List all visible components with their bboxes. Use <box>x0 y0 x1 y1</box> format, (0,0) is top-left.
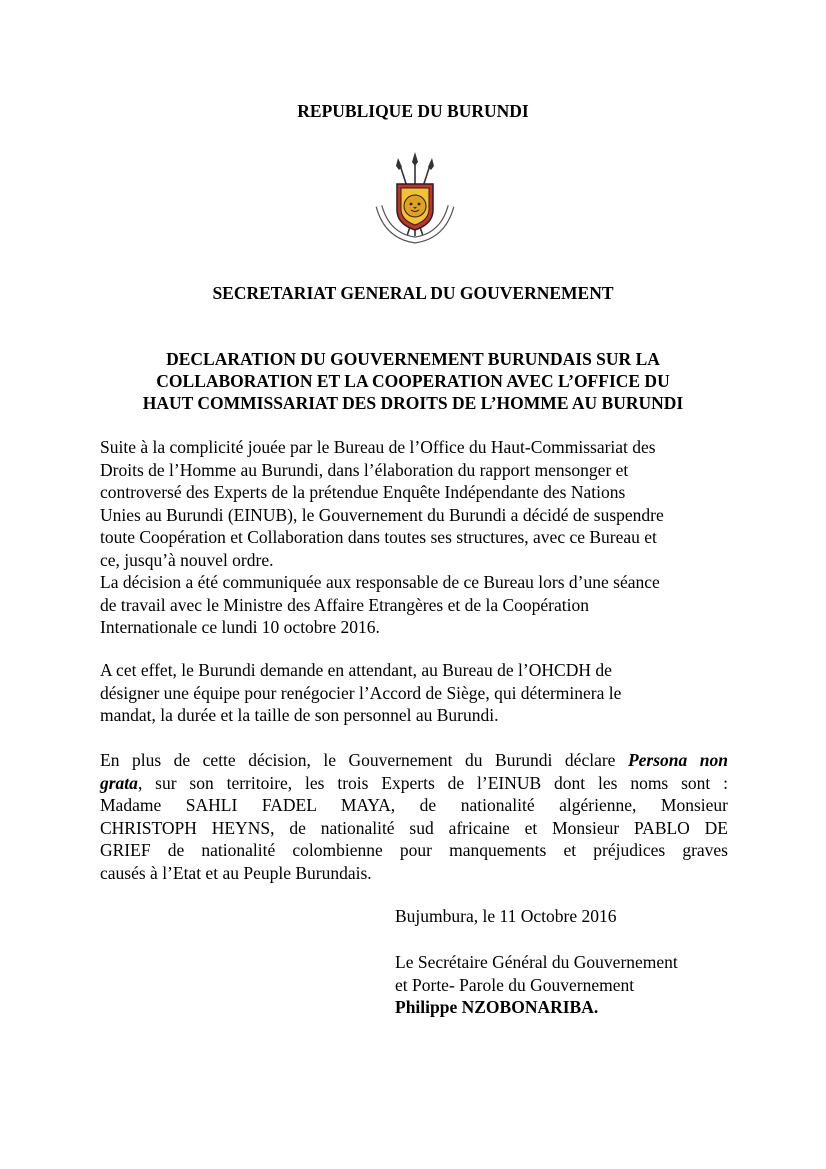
republic-heading: REPUBLIQUE DU BURUNDI <box>297 101 529 121</box>
text-fragment: , sur son territoire, les trois Experts de l’EINUB dont les noms sont : <box>137 772 728 793</box>
paragraph-suspension <box>100 436 728 639</box>
text-line: A cet effet, le Burundi demande en attendant, au Bureau de l’OHCDH de <box>100 660 612 680</box>
text-line: controversé des Experts de la prétendue Enquête Indépendante des Nations <box>100 482 626 502</box>
title-line-3: HAUT COMMISSARIAT DES DROITS DE L’HOMME AU BURUNDI <box>142 393 684 413</box>
title-line-2: COLLABORATION ET LA COOPERATION AVEC L’OFFICE DU <box>156 371 670 391</box>
text-line: toute Coopération et Collaboration dans toutes ses structures, avec ce Bureau et <box>100 527 657 547</box>
text-line: causés à l’Etat et au Peuple Burundais. <box>100 862 372 883</box>
emphasis-text: Persona non <box>627 750 729 770</box>
text-line: Unies au Burundi (EINUB), le Gouvernement du Burundi a décidé de suspendre <box>100 504 664 525</box>
declaration-title <box>0 348 826 414</box>
signature-block <box>395 951 755 1019</box>
secretariat-heading: SECRETARIAT GENERAL DU GOUVERNEMENT <box>212 283 614 303</box>
text-line: GRIEF de nationalité colombienne pour manquements et préjudices graves <box>100 840 728 860</box>
text-line: CHRISTOPH HEYNS, de nationalité sud africaine et Monsieur PABLO DE <box>100 817 728 838</box>
text-line: Madame SAHLI FADEL MAYA, de nationalité algérienne, Monsieur <box>100 795 728 815</box>
text-line: ce, jusqu’à nouvel ordre. <box>100 549 274 570</box>
text-line: Suite à la complicité jouée par le Bureau de l’Office du Haut-Commissariat des <box>100 437 656 457</box>
text-line: La décision a été communiquée aux responsable de ce Bureau lors d’une séance <box>100 572 660 592</box>
text-fragment: En plus de cette décision, le Gouvernement du Burundi déclare <box>100 750 628 770</box>
signatory-role: Le Secrétaire Général du Gouvernement <box>395 952 678 972</box>
text-line: désigner une équipe pour renégocier l’Accord de Siège, qui déterminera le <box>100 682 622 703</box>
burundi-coat-of-arms-icon <box>365 150 465 250</box>
text-line: Internationale ce lundi 10 octobre 2016. <box>100 617 380 637</box>
title-line-1: DECLARATION DU GOUVERNEMENT BURUNDAIS SUR LA <box>166 349 660 369</box>
paragraph-accord <box>100 659 728 727</box>
signatory-role: et Porte- Parole du Gouvernement <box>395 974 635 995</box>
signatory-name: Philippe NZOBONARIBA. <box>395 997 599 1017</box>
emphasis-text: grata <box>100 772 138 793</box>
text-line: Droits de l’Homme au Burundi, dans l’élaboration du rapport mensonger et <box>100 459 629 480</box>
text-line: de travail avec le Ministre des Affaire Etrangères et de la Coopération <box>100 594 589 615</box>
text-line <box>100 772 728 795</box>
text-line: mandat, la durée et la taille de son personnel au Burundi. <box>100 705 499 725</box>
paragraph-persona-non-grata <box>100 749 728 884</box>
place-date: Bujumbura, le 11 Octobre 2016 <box>395 906 617 926</box>
text-line <box>100 749 728 772</box>
